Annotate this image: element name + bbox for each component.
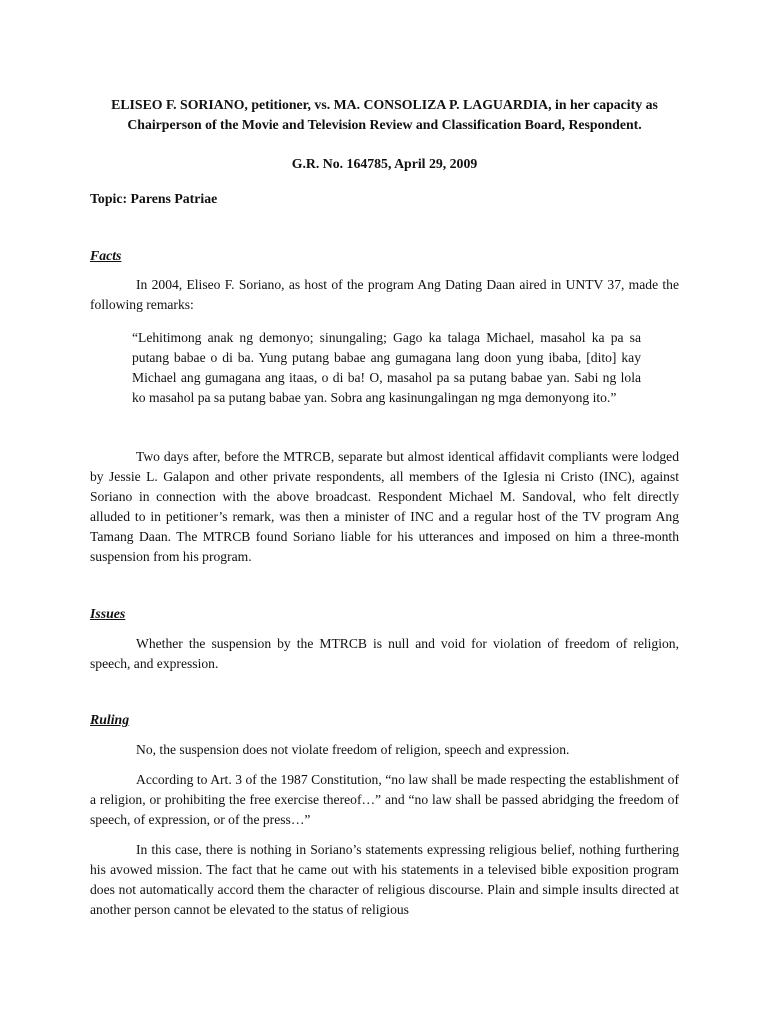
- ruling-paragraph-1: No, the suspension does not violate freedom of religion, speech and expression.: [136, 742, 570, 757]
- facts-paragraph-1: In 2004, Eliseo F. Soriano, as host of the program Ang Dating Daan aired in UNTV 37, made the following remarks:: [90, 277, 679, 312]
- ruling-paragraph-2: According to Art. 3 of the 1987 Constitution, “no law shall be made respecting the establishment of a religion, or prohibiting the free exercise thereof…” and “no law shall be passed abridging the freedom of speech, of expression, or of the press…”: [90, 772, 679, 827]
- issues-paragraph-1: Whether the suspension by the MTRCB is null and void for violation of freedom of religion, speech, and expression.: [90, 636, 679, 671]
- facts-quote: “Lehitimong anak ng demonyo; sinungaling; Gago ka talaga Michael, masahol ka pa sa putang babae o di ba. Yung putang babae ang gumagana lang doon yung ibaba, [dito] kay Michael ang gumagana ang itaas, o di ba! O, masahol pa sa putang babae yan. Sabi ng lola ko masahol pa sa putang babae yan. Sobra ang kasinungalingan ng mga demonyong ito.”: [132, 330, 641, 405]
- issues-heading: Issues: [90, 606, 126, 621]
- facts-heading: Facts: [90, 248, 122, 263]
- gr-number: G.R. No. 164785, April 29, 2009: [291, 156, 478, 171]
- facts-paragraph-2: Two days after, before the MTRCB, separate but almost identical affidavit compliants were lodged by Jessie L. Galapon and other private respondents, all members of the Iglesia ni Cristo (INC), against Soriano in connection with the above broadcast. Respondent Michael M. Sandoval, who felt directly alluded to in petitioner’s remark, was then a minister of INC and a regular host of the TV program Ang Tamang Daan. The MTRCB found Soriano liable for his utterances and imposed on him a three-month suspension from his program.: [90, 449, 679, 564]
- ruling-heading: Ruling: [90, 712, 130, 727]
- topic-line: Topic: Parens Patriae: [90, 191, 218, 206]
- case-title: ELISEO F. SORIANO, petitioner, vs. MA. CONSOLIZA P. LAGUARDIA, in her capacity as Chairperson of the Movie and Television Review and Classification Board, Respondent.: [111, 97, 658, 132]
- ruling-paragraph-3: In this case, there is nothing in Soriano’s statements expressing religious belief, nothing furthering his avowed mission. The fact that he came out with his statements in a televised bible exposition program does not automatically accord them the character of religious discourse. Plain and simple insults directed at another person cannot be elevated to the status of religious: [90, 842, 679, 917]
